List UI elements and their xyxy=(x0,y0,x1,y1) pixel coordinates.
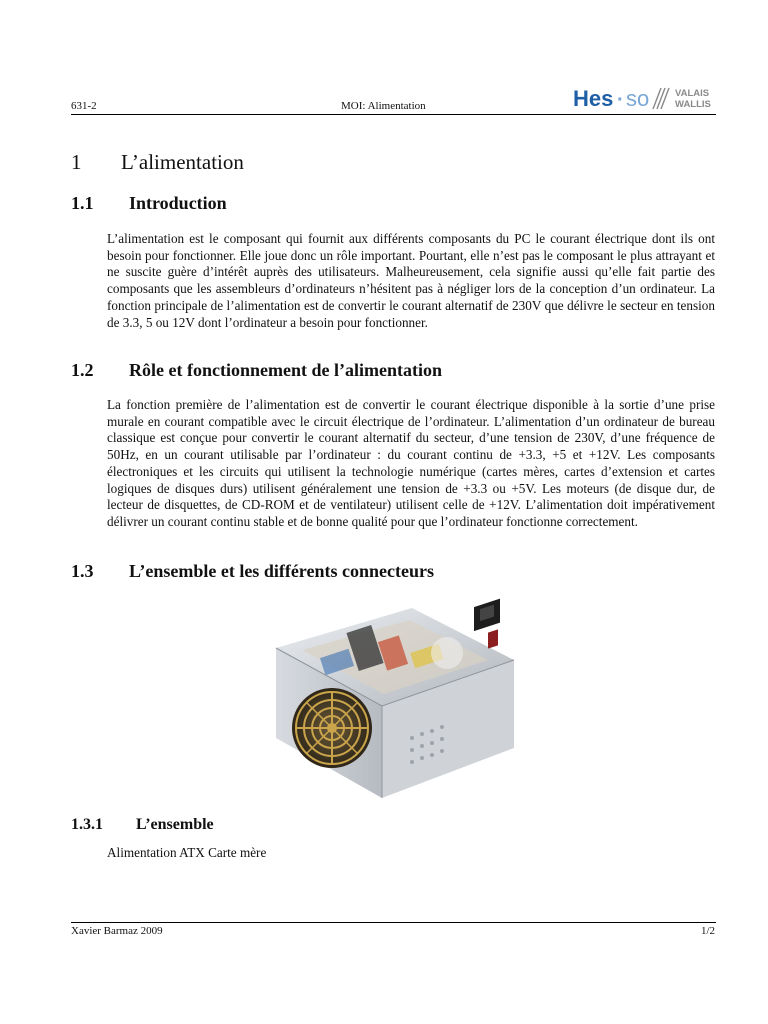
chapter-title: L’alimentation xyxy=(121,150,244,174)
section-heading-role xyxy=(71,360,442,381)
role-paragraph: La fonction première de l’alimentation est de convertir le courant électrique disponible à la sortie d’une prise murale en courant compatible avec le circuit électrique de l’ordinateur. L’alimentation d’un ordinateur de bureau classique est conçue pour convertir le courant alternatif du secteur, d’une tension de 230V, d’une fréquence de 50Hz, en un courant utilisable par l’ordinateur : du courant continu de +3.3, +5 et +12V. Les composants électroniques et les circuits qui utilisent la technologie numérique (cartes mères, cartes d’extension et cartes logiques de disques durs) utilisent généralement une tension de +3.3 ou +5V. Les moteurs (de disque dur, de lecteur de disquettes, de CD-ROM et de ventilateur) utilisent celle de +12V. L’alimentation doit impérativement délivrer un courant continu stable et de bonne qualité pour que l’ordinateur fonctionne correctement. xyxy=(107,397,715,529)
subsection-heading-ensemble xyxy=(71,816,214,834)
ensemble-caption: Alimentation ATX Carte mère xyxy=(107,845,267,860)
introduction-paragraph: L’alimentation est le composant qui fournit aux différents composants du PC le courant électrique dont ils ont besoin pour fonctionner. Elle joue donc un rôle important. Pourtant, elle n’est pas le composant le plus attrayant et ne suscite guère d’intérêt auprès des utilisateurs. Malheureusement, cela signifie aussi qu’elle fait partie des composants que les assembleurs d’ordinateurs n’hésitent pas à négliger lors de la conception d’un ordinateur. La fonction principale de l’alimentation est de convertir le courant alternatif de 230V que délivre le secteur en tension de 3.3, 5 ou 12V dont l’ordinateur a besoin pour fonctionner. xyxy=(107,231,715,330)
footer-author: Xavier Barmaz 2009 xyxy=(71,925,163,937)
section-number: 1.1 xyxy=(71,193,94,213)
hes-so-logo xyxy=(571,84,716,112)
subsection-number: 1.3.1 xyxy=(71,816,103,833)
footer-divider xyxy=(71,922,716,923)
page-header xyxy=(71,84,716,116)
svg-text:WALLIS: WALLIS xyxy=(675,99,711,110)
svg-text:so: so xyxy=(626,86,650,111)
section-title: Introduction xyxy=(129,193,227,213)
section-title: L’ensemble et les différents connecteurs xyxy=(129,561,434,581)
section-heading-introduction xyxy=(71,193,227,214)
section-heading-connectors xyxy=(71,561,434,582)
section-number: 1.3 xyxy=(71,561,94,581)
chapter-heading xyxy=(71,150,244,175)
svg-text:·: · xyxy=(617,89,624,111)
chapter-number: 1 xyxy=(71,150,82,174)
section-title: Rôle et fonctionnement de l’alimentation xyxy=(129,360,442,380)
page-number: 1/2 xyxy=(700,925,715,937)
document-number: 631-2 xyxy=(71,100,97,112)
power-supply-photo xyxy=(262,598,526,803)
subsection-title: L’ensemble xyxy=(136,816,214,833)
section-number: 1.2 xyxy=(71,360,94,380)
svg-text:VALAIS: VALAIS xyxy=(675,88,710,99)
document-title: MOI: Alimentation xyxy=(341,100,426,112)
svg-text:Hes: Hes xyxy=(573,86,614,111)
header-divider xyxy=(71,114,716,115)
